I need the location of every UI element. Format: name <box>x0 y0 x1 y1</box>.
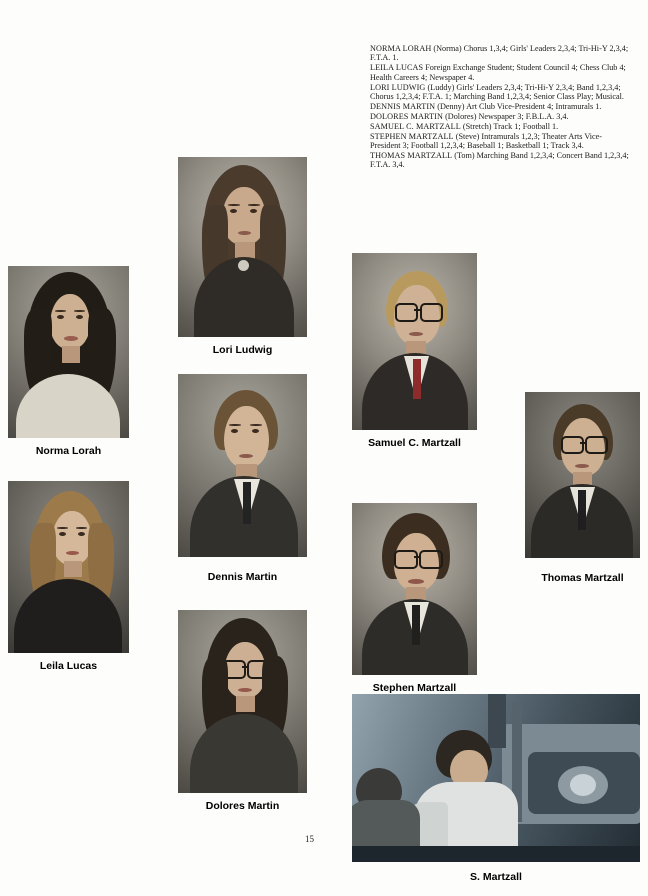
eyeglasses-icon <box>394 550 418 569</box>
caption-s-martzall: S. Martzall <box>470 871 522 883</box>
activity-detail: (Steve) Intramurals 1,2,3; Theater Arts Vice-President 3; Football 1,2,3,4; Baseball 1; Basketball 1; Track 3,4. <box>370 131 603 151</box>
eyeglasses-icon <box>585 436 608 454</box>
portrait-image <box>8 266 129 438</box>
activity-entry <box>370 83 632 102</box>
eyeglasses-icon <box>561 436 584 454</box>
activity-name: SAMUEL C. MARTZALL <box>370 121 461 131</box>
activity-name: LEILA LUCAS <box>370 63 424 73</box>
eyeglasses-icon <box>420 303 443 322</box>
photo-s-martzall-lab <box>352 694 640 862</box>
portrait-photo-leila-lucas <box>8 481 129 653</box>
portrait-photo-lori-ludwig <box>178 157 307 337</box>
activity-name: NORMA LORAH <box>370 44 432 53</box>
page-number: 15 <box>305 834 314 844</box>
activity-entry <box>370 102 632 111</box>
activity-name: STEPHEN MARTZALL <box>370 131 454 141</box>
portrait-photo-samuel-martzall <box>352 253 477 430</box>
activity-entry <box>370 44 632 63</box>
activity-entry <box>370 122 632 131</box>
portrait-image <box>352 503 477 675</box>
portrait-image <box>352 253 477 430</box>
portrait-image <box>8 481 129 653</box>
eyeglasses-icon <box>395 303 418 322</box>
caption-lori-ludwig: Lori Ludwig <box>212 344 273 356</box>
activity-detail: (Tom) Marching Band 1,2,3,4; Concert Band 1,2,3,4; F.T.A. 3,4. <box>370 150 629 170</box>
activity-detail: (Norma) Chorus 1,3,4; Girls' Leaders 2,3,4; Tri-Hi-Y 2,3,4; F.T.A. 1. <box>370 44 629 63</box>
activity-detail: (Luddy) Girls' Leaders 2,3,4; Tri-Hi-Y 2,3,4; Band 1,2,3,4; Chorus 1,2,3,4; F.T.A. 1; Marching Band 1,2,3,4; Senior Class Play; Musical. <box>370 82 624 102</box>
eyeglasses-icon <box>419 550 443 569</box>
activity-detail: (Dolores) Newspaper 3; F.B.L.A. 3,4. <box>445 111 569 121</box>
activities-text-block <box>370 44 632 170</box>
portrait-photo-thomas-martzall <box>525 392 640 558</box>
activity-entry <box>370 63 632 82</box>
portrait-photo-stephen-martzall <box>352 503 477 675</box>
portrait-photo-dennis-martin <box>178 374 307 557</box>
activity-detail: (Stretch) Track 1; Football 1. <box>462 121 559 131</box>
caption-norma-lorah: Norma Lorah <box>35 445 102 457</box>
caption-dolores-martin: Dolores Martin <box>205 800 280 812</box>
portrait-image <box>178 157 307 337</box>
caption-dennis-martin: Dennis Martin <box>207 571 278 583</box>
activity-detail: (Denny) Art Club Vice-President 4; Intramurals 1. <box>437 101 602 111</box>
portrait-photo-norma-lorah <box>8 266 129 438</box>
activity-name: THOMAS MARTZALL <box>370 150 453 160</box>
activity-detail: Foreign Exchange Student; Student Council 4; Chess Club 4; Health Careers 4; Newspaper 4. <box>370 63 626 82</box>
activity-name: DENNIS MARTIN <box>370 101 436 111</box>
caption-thomas-martzall: Thomas Martzall <box>541 572 624 584</box>
portrait-image <box>525 392 640 558</box>
activity-entry <box>370 151 632 170</box>
activity-entry <box>370 112 632 121</box>
portrait-photo-dolores-martin <box>178 610 307 793</box>
portrait-image <box>178 374 307 557</box>
caption-samuel-martzall: Samuel C. Martzall <box>368 437 461 449</box>
portrait-image <box>178 610 307 793</box>
activity-name: DOLORES MARTIN <box>370 111 444 121</box>
activity-entry <box>370 132 632 151</box>
caption-stephen-martzall: Stephen Martzall <box>372 682 457 694</box>
caption-leila-lucas: Leila Lucas <box>39 660 98 672</box>
activity-name: LORI LUDWIG <box>370 82 426 92</box>
